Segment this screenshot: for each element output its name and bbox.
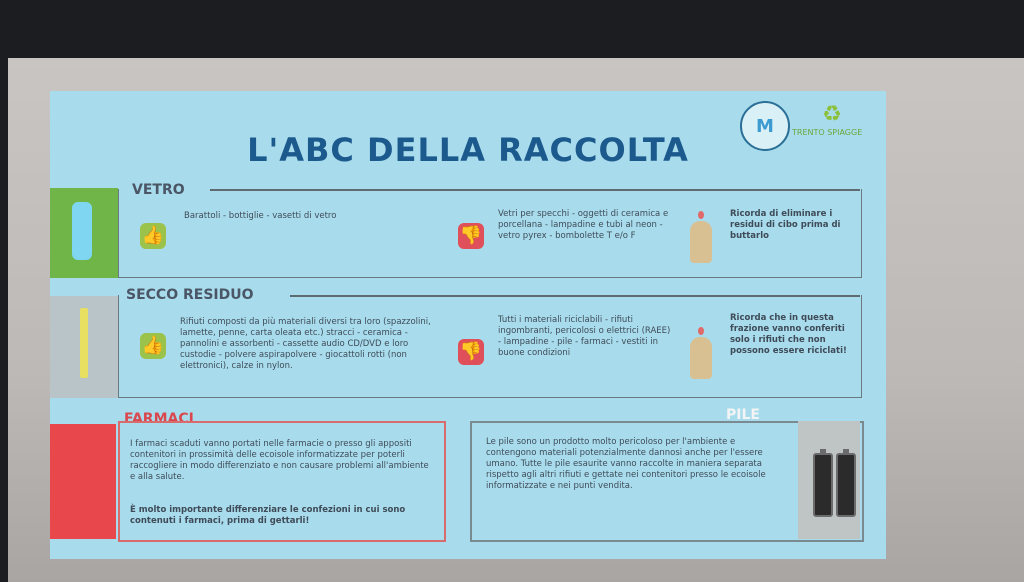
- vetro-reminder-text: Ricorda di eliminare i residui di cibo prima di buttarlo: [730, 209, 841, 241]
- farmaci-text: I farmaci scaduti vanno portati nelle farmacie o presso gli appositi contenitori in prossimità delle ecoisole informatizzate per poterli raccogliere in modo differenziato e non causare problemi all'ambiente e alla salute.: [130, 439, 429, 482]
- thumbs-down-icon: 👎: [458, 223, 484, 249]
- bottle-icon: [72, 202, 92, 260]
- reminder-finger-icon: [690, 337, 712, 379]
- vetro-no-text: Vetri per specchi - oggetti di ceramica e porcellana - lampadine e tubi al neon - vetro pyrex - bombolette T e/o F: [498, 209, 669, 241]
- slide: [50, 91, 886, 559]
- farmaci-title: FARMACI: [124, 411, 194, 427]
- recycle-logo: [792, 102, 872, 137]
- secco-title: SECCO RESIDUO: [126, 287, 254, 303]
- farmaci-red-panel: [50, 424, 116, 539]
- pile-text: Le pile sono un prodotto molto pericoloso per l'ambiente e contengono materiali potenzialmente dannosi anche per l'essere umano. Tutte le pile esaurite vanno raccolte in maniera separata rispetto agli altri rifiuti e gettate nei contenitori presso le ecoisole informatizzate e nei punti vendita.: [486, 437, 766, 491]
- secco-reminder-text: Ricorda che in questa frazione vanno conferiti solo i rifiuti che non possono essere riciclati!: [730, 313, 847, 356]
- thumbs-up-icon: 👍: [140, 223, 166, 249]
- vetro-side-panel: [50, 188, 118, 278]
- mountain-logo-icon: M: [740, 101, 790, 151]
- vetro-yes-text: Barattoli - bottiglie - vasetti di vetro: [184, 211, 337, 221]
- thumbs-down-icon: 👎: [458, 339, 484, 365]
- battery-icon: [813, 453, 833, 517]
- secco-side-panel: [50, 296, 118, 398]
- slide-title: L'ABC DELLA RACCOLTA: [247, 131, 689, 169]
- reminder-finger-icon: [690, 221, 712, 263]
- secco-yes-text: Rifiuti composti da più materiali diversi tra loro (spazzolini, lamette, penne, carta oleata etc.) stracci - ceramica - pannolini e assorbenti - cassette audio CD/DVD e loro custodie - polvere aspirapolvere - giocattoli rotti (non elettronici), calze in nylon.: [180, 317, 431, 371]
- pile-title: PILE: [726, 407, 760, 423]
- secco-no-text: Tutti i materiali riciclabili - rifiuti ingombranti, pericolosi o elettrici (RAEE) - lampadine - pile - farmaci - vestiti in buone condizioni: [498, 315, 671, 358]
- farmaci-emphasis-text: È molto importante differenziare le confezioni in cui sono contenuti i farmaci, prima di gettarli!: [130, 505, 406, 526]
- logo-text: TRENTO SPIAGGE: [792, 128, 863, 137]
- pen-icon: [80, 308, 88, 378]
- battery-icon: [836, 453, 856, 517]
- recycle-icon: ♻: [822, 102, 842, 127]
- vetro-title: VETRO: [132, 182, 185, 198]
- thumbs-up-icon: 👍: [140, 333, 166, 359]
